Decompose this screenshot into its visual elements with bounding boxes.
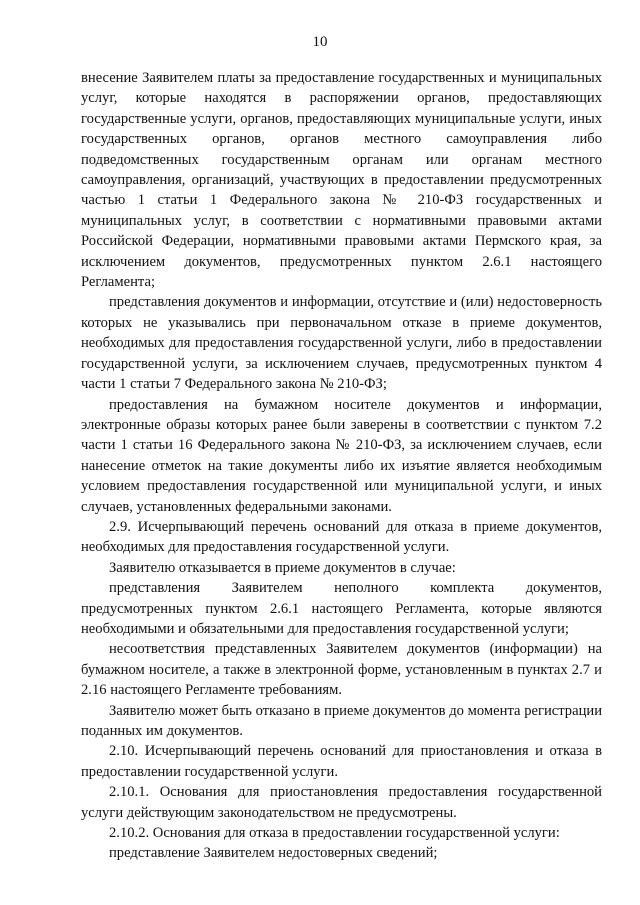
paragraph-refusal-before-registration: Заявителю может быть отказано в приеме документов до момента регистрации поданных им документов. <box>81 702 602 739</box>
paragraph-fee-exception: внесение Заявителем платы за предоставление государственных и муниципальных услуг, которые находятся в распоряжении органов, предоставляющих государственные услуги, органов, предоставляющих муниципальные услуги, иных государственных органов, органов местного самоуправления либо подведомственных государственным органам или органам местного самоуправления, организаций, участвующих в предоставлении предусмотренных частью 1 статьи 1 Федерального закона № 210-ФЗ государственных и муниципальных услуг, в соответствии с нормативными правовыми актами Российской Федерации, нормативными правовыми актами Пермского края, за исключением документов, предусмотренных пунктом 2.6.1 настоящего Регламента; <box>81 70 602 291</box>
section-heading-2-10: 2.10. Исчерпывающий перечень оснований для приостановления и отказа в предоставлении государственной услуги. <box>81 743 602 780</box>
paragraph-refusal-cases: Заявителю отказывается в приеме документов в случае: <box>109 559 456 576</box>
section-heading-2-10-1: 2.10.1. Основания для приостановления предоставления государственной услуги действующим законодательством не предусмотрены. <box>81 784 602 821</box>
document-body <box>81 68 602 864</box>
paragraph-documents-not-indicated: представления документов и информации, отсутствие и (или) недостоверность которых не указывались при первоначальном отказе в приеме документов, необходимых для предоставления государственной услуги, либо в предоставлении государственной услуги, за исключением случаев, предусмотренных пунктом 4 части 1 статьи 7 Федерального закона № 210-ФЗ; <box>81 294 602 393</box>
paragraph-nonconformity: несоответствия представленных Заявителем документов (информации) на бумажном носителе, а также в электронной форме, установленным в пунктах 2.7 и 2.16 настоящего Регламенте требованиям. <box>81 641 602 699</box>
section-heading-2-10-2: 2.10.2. Основания для отказа в предоставлении государственной услуги: <box>109 825 560 842</box>
section-heading-2-9: 2.9. Исчерпывающий перечень оснований для отказа в приеме документов, необходимых для предоставления государственной услуги. <box>81 518 602 556</box>
paragraph-paper-documents: предоставления на бумажном носителе документов и информации, электронные образы которых ранее были заверены в соответствии с пунктом 7.2 части 1 статьи 16 Федерального закона № 210-ФЗ, за исключением случаев, если нанесение отметок на такие документы либо их изъятие является необходимым условием предоставления государственной или муниципальной услуги, и иных случаев, установленных федеральными законами. <box>81 396 602 515</box>
paragraph-false-information: представление Заявителем недостоверных сведений; <box>109 845 438 862</box>
paragraph-incomplete-set: представления Заявителем неполного комплекта документов, предусмотренных пунктом 2.6.1 настоящего Регламента, которые являются необходимыми и обязательными для предоставления государственной услуги; <box>81 580 602 637</box>
page-number: 10 <box>312 34 328 50</box>
